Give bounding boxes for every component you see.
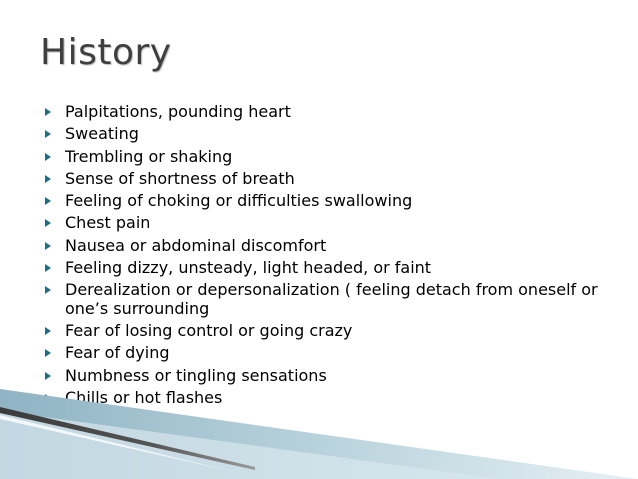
bullet-text: Feeling dizzy, unsteady, light headed, or faint [65, 258, 432, 278]
triangle-right-icon [45, 286, 51, 294]
bullet-item [42, 344, 602, 363]
bullet-text: Trembling or shaking [65, 146, 233, 166]
triangle-right-icon [45, 197, 51, 205]
bullet-text: Sense of shortness of breath [65, 168, 295, 188]
bullet-item [42, 214, 602, 233]
bullet-item [42, 322, 602, 341]
bullet-text: Feeling of choking or difficulties swallowing [65, 191, 413, 211]
bullet-text: Palpitations, pounding heart [65, 102, 291, 121]
bullet-item [42, 125, 602, 144]
bullet-text: Derealization or depersonalization ( feeling detach from oneself or one’s surrounding [65, 280, 598, 318]
bullet-text: Fear of dying [65, 343, 170, 363]
bullet-item [42, 148, 602, 167]
bullet-item [42, 237, 602, 256]
slide-title: History [40, 32, 172, 73]
bullet-item [42, 103, 602, 122]
bullet-text: Sweating [65, 124, 139, 144]
bullet-item [42, 259, 602, 278]
decorative-wedge [0, 389, 638, 479]
bullet-text: Numbness or tingling sensations [65, 365, 327, 385]
triangle-right-icon [45, 130, 51, 138]
bullet-text: Chest pain [65, 213, 151, 233]
triangle-right-icon [45, 175, 51, 183]
bullet-item [42, 192, 602, 211]
triangle-right-icon [45, 349, 51, 357]
bullet-item [42, 281, 602, 318]
bullet-text: Nausea or abdominal discomfort [65, 235, 327, 255]
bullet-text: Chills or hot flashes [65, 388, 223, 408]
bullet-item [42, 170, 602, 189]
triangle-right-icon [45, 153, 51, 161]
triangle-right-icon [45, 372, 51, 380]
bullet-list [42, 103, 602, 411]
bullet-text: Fear of losing control or going crazy [65, 321, 353, 341]
triangle-right-icon [45, 219, 51, 227]
bullet-item [42, 367, 602, 386]
triangle-right-icon [45, 264, 51, 272]
triangle-right-icon [45, 108, 51, 116]
triangle-right-icon [45, 242, 51, 250]
triangle-right-icon [45, 327, 51, 335]
